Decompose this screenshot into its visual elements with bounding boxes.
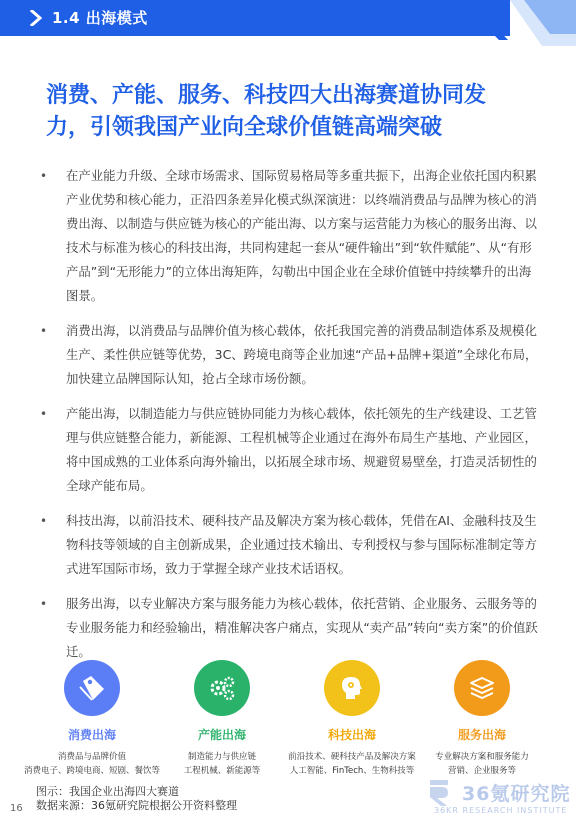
bullet-paragraph	[40, 164, 540, 308]
bullet-paragraph	[40, 402, 540, 498]
bullet-paragraph	[40, 509, 540, 581]
figure-caption	[36, 785, 237, 813]
bullet-paragraph	[40, 592, 540, 664]
mode-capacity	[152, 660, 292, 778]
mode-consumer-desc	[22, 750, 162, 778]
page-number: 16	[10, 803, 23, 814]
mode-service-label: 服务出海	[457, 728, 506, 742]
section-header-bar	[0, 0, 510, 36]
bullet-text: 在产业能力升级、全球市场需求、国际贸易格局等多重共振下，出海企业依托国内积累产业优势和核心能力，正沿四条差异化模式纵深演进：以终端消费品与品牌为核心的消费出海、以制造与供应链为核心的产能出海、以方案与运营能力为核心的服务出海、以技术与标准为核心的科技出海，共同构建起一套从“硬件输出”到“软件赋能”、从“有形产品”到“无形能力”的立体出海矩阵，勾勒出中国企业在全球价值链中持续攀升的出海图景。	[66, 168, 537, 303]
ai-head-icon	[337, 673, 367, 703]
bullet-list	[40, 164, 540, 675]
brand-logo-icon	[480, 0, 576, 46]
bullet-marker: •	[40, 514, 48, 528]
layers-icon	[467, 673, 497, 703]
mode-consumer-label: 消费出海	[67, 728, 116, 742]
bullet-paragraph	[40, 319, 540, 391]
export-modes-figure	[0, 660, 576, 780]
watermark-logo-icon	[430, 780, 452, 806]
bullet-text: 产能出海，以制造能力与供应链协同能力为核心载体，依托领先的生产线建设、工艺管理与供应链整合能力，新能源、工程机械等企业通过在海外布局生产基地、产业园区，将中国成熟的工业体系向海外输出，以拓展全球市场、规避贸易壁垒，打造灵活韧性的全球产能布局。	[66, 406, 537, 493]
mode-service	[412, 660, 552, 778]
chevron-right-icon	[30, 10, 42, 26]
page-headline	[46, 80, 546, 144]
mode-capacity-examples: 工程机械、新能源等	[183, 766, 261, 776]
bullet-text: 服务出海，以专业解决方案与服务能力为核心载体，依托营销、企业服务、云服务等的专业服务能力和经验输出，精准解决客户痛点，实现从“卖产品”转向“卖方案”的价值跃迁。	[66, 596, 538, 659]
bullet-marker: •	[40, 597, 48, 611]
price-tag-icon	[77, 673, 107, 703]
mode-tech	[282, 660, 422, 778]
watermark-text: 36氪研究院	[462, 783, 571, 805]
mode-capacity-circle	[194, 660, 250, 716]
mode-tech-label: 科技出海	[327, 728, 376, 742]
section-title: 1.4 出海模式	[52, 9, 148, 27]
headline-line-1: 消费、产能、服务、科技四大出海赛道协同发	[46, 83, 487, 108]
mode-tech-core: 前沿技术、硬科技产品及解决方案	[288, 752, 416, 762]
mode-service-core: 专业解决方案和服务能力	[435, 752, 529, 762]
bullet-text: 科技出海，以前沿技术、硬科技产品及解决方案为核心载体，凭借在AI、金融科技及生物科技等领域的自主创新成果，企业通过技术输出、专利授权与参与国际标准制定等方式进军国际市场，致力于掌握全球产业技术话语权。	[66, 513, 537, 576]
mode-consumer	[22, 660, 162, 778]
mode-tech-examples: 人工智能、FinTech、生物科技等	[289, 766, 415, 776]
mode-capacity-desc	[152, 750, 292, 778]
mode-service-desc	[412, 750, 552, 778]
figure-title: 图示：我国企业出海四大赛道	[36, 785, 179, 798]
headline-line-2: 力，引领我国产业向全球价值链高端突破	[46, 115, 443, 140]
mode-consumer-circle	[64, 660, 120, 716]
bullet-marker: •	[40, 407, 48, 421]
mode-consumer-core: 消费品与品牌价值	[57, 752, 126, 762]
data-source: 数据来源：36氪研究院根据公开资料整理	[36, 799, 237, 812]
mode-capacity-label: 产能出海	[197, 728, 246, 742]
mode-tech-circle	[324, 660, 380, 716]
bullet-text: 消费出海，以消费品与品牌价值为核心载体，依托我国完善的消费品制造体系及规模化生产、柔性供应链等优势，3C、跨境电商等企业加速“产品+品牌+渠道”全球化布局，加快建立品牌国际认知，抢占全球市场份额。	[66, 323, 538, 386]
watermark-subtext: 36KR RESEARCH INSTITUTE	[434, 806, 568, 815]
bullet-marker: •	[40, 169, 48, 183]
mode-service-circle	[454, 660, 510, 716]
bullet-marker: •	[40, 324, 48, 338]
mode-consumer-examples: 消费电子、跨境电商、短剧、餐饮等	[23, 766, 160, 776]
mode-service-examples: 营销、企业服务等	[447, 766, 516, 776]
watermark	[416, 776, 576, 820]
gears-icon	[207, 673, 237, 703]
mode-tech-desc	[282, 750, 422, 778]
mode-capacity-core: 制造能力与供应链	[187, 752, 256, 762]
